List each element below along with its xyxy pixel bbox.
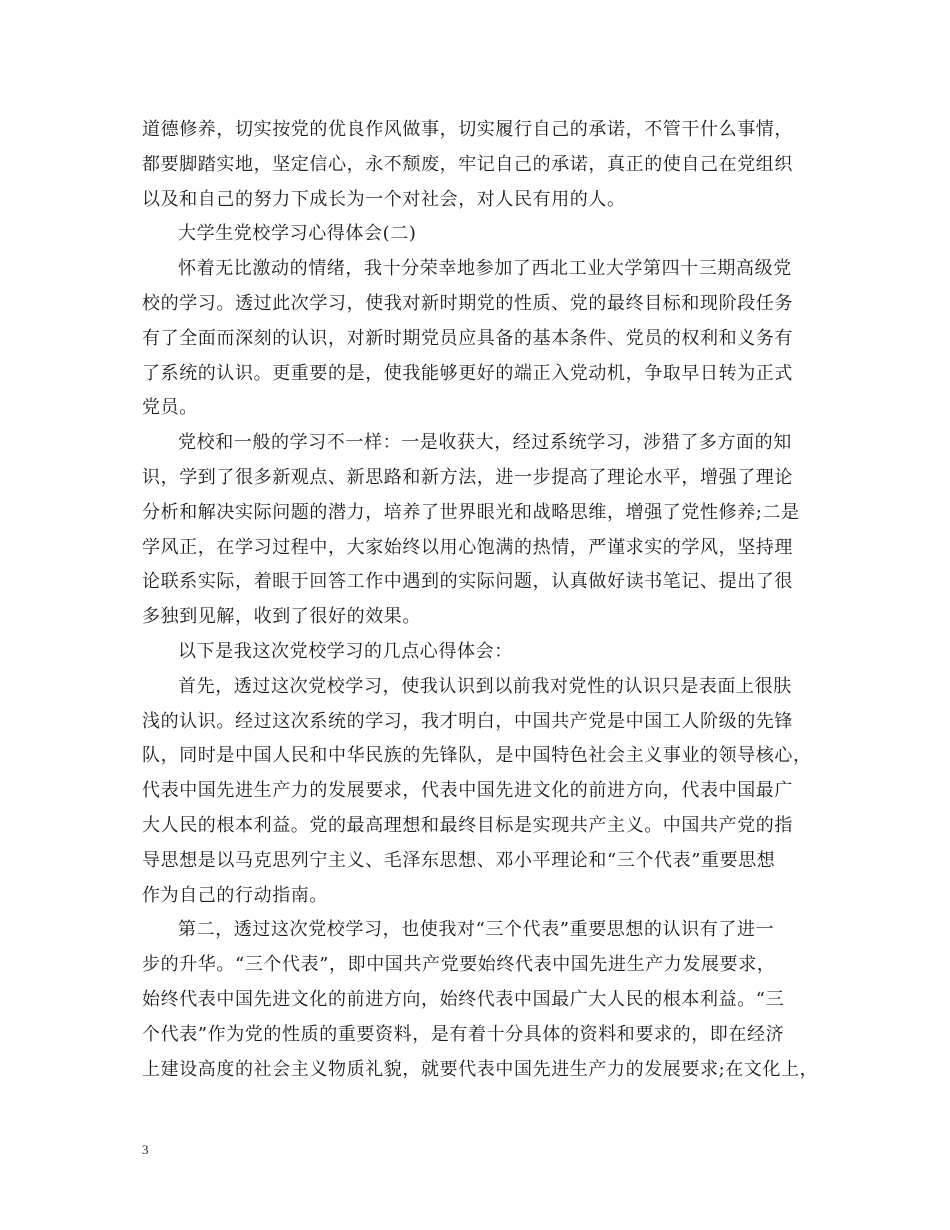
text-line: 个代表”作为党的性质的重要资料，是有着十分具体的资料和要求的，即在经济: [142, 1023, 785, 1045]
text-line: 上建设高度的社会主义物质礼貌，就要代表中国先进生产力的发展要求;在文化上，: [142, 1058, 819, 1080]
text-line: 都要脚踏实地，坚定信心，永不颓废，牢记自己的承诺，真正的使自己在党组织: [142, 153, 793, 175]
text-line: 道德修养，切实按党的优良作风做事，切实履行自己的承诺，不管干什么事情，: [142, 119, 793, 140]
text-line: 以下是我这次党校学习的几点心得体会：: [178, 640, 513, 662]
body-text: [142, 113, 822, 1087]
text-line: 党员。: [142, 397, 198, 419]
text-line: 代表中国先进生产力的发展要求，代表中国先进文化的前进方向，代表中国最广: [142, 780, 793, 802]
page-number: 3: [142, 1142, 149, 1157]
text-line: 了系统的认识。更重要的是，使我能够更好的端正入党动机，争取早日转为正式: [142, 362, 793, 384]
text-line: 第二，透过这次党校学习，也使我对“三个代表”重要思想的认识有了进一: [178, 919, 775, 941]
text-line: 党校和一般的学习不一样：一是收获大，经过系统学习，涉猎了多方面的知: [178, 432, 792, 454]
text-line: 大人民的根本利益。党的最高理想和最终目标是实现共产主义。中国共产党的指: [142, 814, 793, 836]
text-line: 首先，透过这次党校学习，使我认识到以前我对党性的认识只是表面上很肤: [178, 675, 792, 697]
text-line: 以及和自己的努力下成长为一个对社会，对人民有用的人。: [142, 188, 626, 210]
text-line: 导思想是以马克思列宁主义、毛泽东思想、邓小平理论和“三个代表”重要思想: [142, 849, 776, 871]
text-line: 论联系实际，着眼于回答工作中遇到的实际问题，认真做好读书笔记、提出了很: [142, 571, 793, 593]
text-line: 始终代表中国先进文化的前进方向，始终代表中国最广大人民的根本利益。“三: [142, 988, 785, 1010]
text-line: 队，同时是中国人民和中华民族的先锋队，是中国特色社会主义事业的领导核心，: [142, 745, 812, 767]
text-line: 有了全面而深刻的认识，对新时期党员应具备的基本条件、党员的权利和义务有: [142, 327, 793, 349]
text-line: 浅的认识。经过这次系统的学习，我才明白，中国共产党是中国工人阶级的先锋: [142, 710, 793, 732]
text-line: 步的升华。“三个代表”，即中国共产党要始终代表中国先进生产力发展要求，: [142, 954, 776, 976]
section-heading: 大学生党校学习心得体会(二): [178, 223, 417, 245]
text-line: 多独到见解，收到了很好的效果。: [142, 606, 421, 628]
text-line: 识，学到了很多新观点、新思路和新方法，进一步提高了理论水平，增强了理论: [142, 466, 793, 488]
text-line: 怀着无比激动的情绪，我十分荣幸地参加了西北工业大学第四十三期高级党: [178, 258, 792, 280]
text-line: 作为自己的行动指南。: [142, 884, 328, 906]
text-line: 分析和解决实际问题的潜力，培养了世界眼光和战略思维，增强了党性修养;二是: [142, 501, 800, 523]
text-line: 学风正，在学习过程中，大家始终以用心饱满的热情，严谨求实的学风，坚持理: [142, 536, 793, 558]
text-line: 校的学习。透过此次学习，使我对新时期党的性质、党的最终目标和现阶段任务: [142, 292, 793, 314]
